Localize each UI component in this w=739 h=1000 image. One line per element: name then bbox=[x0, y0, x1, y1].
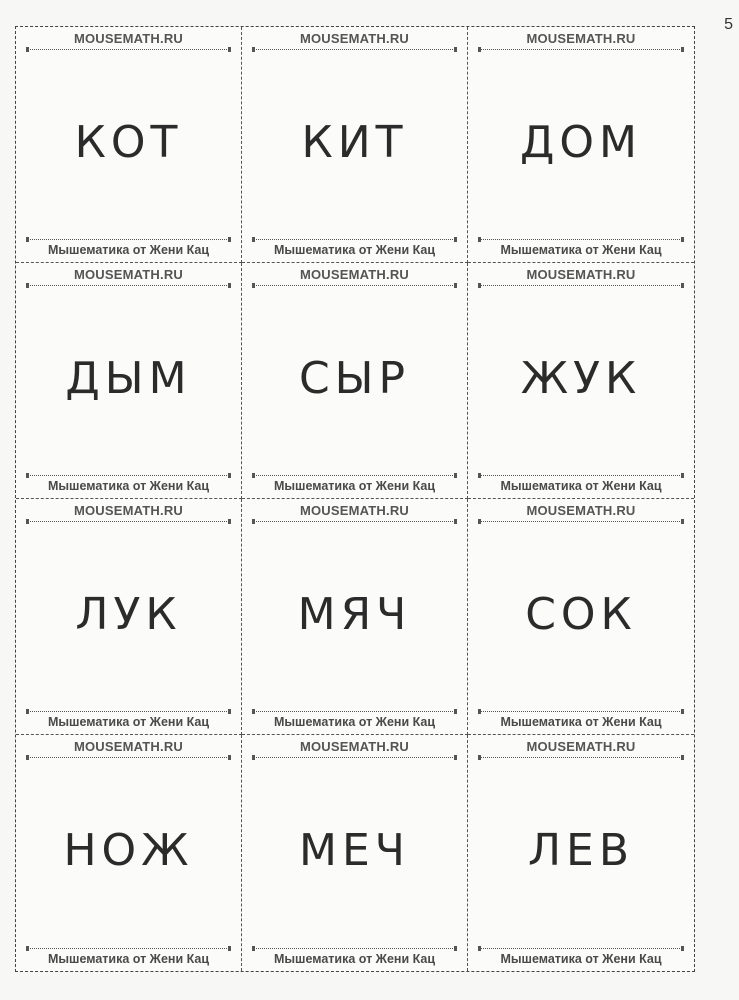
cut-line bbox=[252, 757, 457, 758]
cut-line bbox=[26, 521, 231, 522]
author-label: Мышематика от Жени Кац bbox=[47, 715, 210, 729]
word-card bbox=[16, 263, 242, 499]
cut-line bbox=[252, 948, 457, 949]
author-label: Мышематика от Жени Кац bbox=[273, 243, 436, 257]
card-word: КИТ bbox=[301, 116, 408, 168]
word-card bbox=[242, 27, 468, 263]
cut-line bbox=[26, 711, 231, 712]
word-card bbox=[242, 263, 468, 499]
word-card bbox=[242, 735, 468, 971]
word-card bbox=[16, 735, 242, 971]
word-card bbox=[16, 27, 242, 263]
card-word: ЛЕВ bbox=[527, 824, 635, 876]
cut-line bbox=[478, 948, 684, 949]
word-card bbox=[468, 499, 694, 735]
cut-line bbox=[26, 948, 231, 949]
cut-line bbox=[26, 239, 231, 240]
author-label: Мышематика от Жени Кац bbox=[47, 479, 210, 493]
site-label: MOUSEMATH.RU bbox=[73, 503, 184, 518]
word-card bbox=[468, 263, 694, 499]
card-word: ДЫМ bbox=[65, 352, 192, 404]
card-word: СЫР bbox=[298, 352, 411, 404]
author-label: Мышематика от Жени Кац bbox=[500, 715, 662, 729]
word-card bbox=[16, 499, 242, 735]
site-label: MOUSEMATH.RU bbox=[73, 267, 184, 282]
site-label: MOUSEMATH.RU bbox=[526, 31, 636, 46]
author-label: Мышематика от Жени Кац bbox=[47, 952, 210, 966]
card-word: ДОМ bbox=[520, 116, 642, 168]
word-card bbox=[468, 735, 694, 971]
site-label: MOUSEMATH.RU bbox=[526, 739, 636, 754]
site-label: MOUSEMATH.RU bbox=[299, 739, 410, 754]
cut-line bbox=[478, 285, 684, 286]
cut-line bbox=[478, 49, 684, 50]
author-label: Мышематика от Жени Кац bbox=[500, 952, 662, 966]
site-label: MOUSEMATH.RU bbox=[526, 267, 636, 282]
site-label: MOUSEMATH.RU bbox=[299, 31, 410, 46]
author-label: Мышематика от Жени Кац bbox=[273, 715, 436, 729]
author-label: Мышематика от Жени Кац bbox=[500, 243, 662, 257]
cut-line bbox=[478, 711, 684, 712]
cut-line bbox=[478, 521, 684, 522]
card-sheet bbox=[15, 26, 695, 972]
cut-line bbox=[252, 285, 457, 286]
site-label: MOUSEMATH.RU bbox=[299, 503, 410, 518]
cut-line bbox=[478, 239, 684, 240]
card-word: ЛУК bbox=[75, 588, 182, 640]
cut-line bbox=[252, 49, 457, 50]
card-word: КОТ bbox=[74, 116, 183, 168]
site-label: MOUSEMATH.RU bbox=[526, 503, 636, 518]
cut-line bbox=[252, 521, 457, 522]
author-label: Мышематика от Жени Кац bbox=[273, 479, 436, 493]
author-label: Мышематика от Жени Кац bbox=[500, 479, 662, 493]
cut-line bbox=[252, 239, 457, 240]
site-label: MOUSEMATH.RU bbox=[73, 739, 184, 754]
author-label: Мышематика от Жени Кац bbox=[47, 243, 210, 257]
cut-line bbox=[478, 757, 684, 758]
author-label: Мышематика от Жени Кац bbox=[273, 952, 436, 966]
word-card bbox=[468, 27, 694, 263]
cut-line bbox=[26, 285, 231, 286]
card-word: МЕЧ bbox=[299, 824, 410, 876]
card-word: НОЖ bbox=[63, 824, 194, 876]
cut-line bbox=[252, 711, 457, 712]
site-label: MOUSEMATH.RU bbox=[299, 267, 410, 282]
cut-line bbox=[478, 475, 684, 476]
cut-line bbox=[252, 475, 457, 476]
card-word: ЖУК bbox=[520, 352, 642, 404]
cut-line bbox=[26, 757, 231, 758]
word-card bbox=[242, 499, 468, 735]
cut-line bbox=[26, 475, 231, 476]
cut-line bbox=[26, 49, 231, 50]
site-label: MOUSEMATH.RU bbox=[73, 31, 184, 46]
card-word: СОК bbox=[525, 588, 637, 640]
page-number: 5 bbox=[724, 16, 733, 33]
card-word: МЯЧ bbox=[297, 588, 412, 640]
